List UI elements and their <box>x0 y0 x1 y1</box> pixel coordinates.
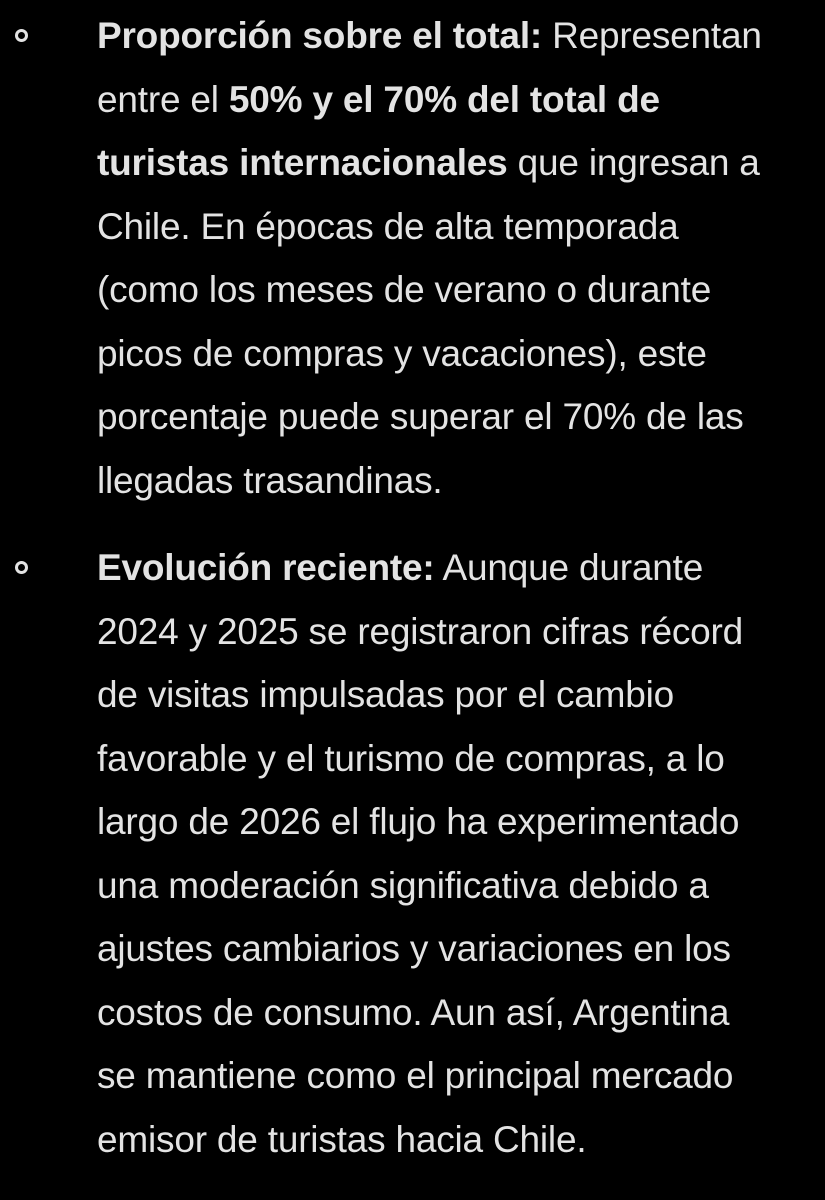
text-run: picos de compras y vacaciones), este <box>97 332 707 374</box>
bullet-item-proporcion <box>0 4 825 512</box>
text-run: Representan <box>542 15 762 56</box>
bullet-item-evolucion <box>0 536 825 1171</box>
text-run: una moderación significativa debido a <box>97 864 709 906</box>
text-run: favorable y el turismo de compras, a lo <box>97 737 725 779</box>
text-line <box>97 449 805 513</box>
text-run: largo de 2026 el flujo ha experimentado <box>97 801 740 842</box>
text-line <box>97 600 805 664</box>
hollow-circle-bullet-icon <box>15 561 28 574</box>
text-run: emisor de turistas hacia Chile. <box>97 1118 587 1160</box>
text-run: 2024 y 2025 se registraron cifras récord <box>97 610 744 652</box>
text-run: se mantiene como el principal mercado <box>97 1055 734 1096</box>
text-line <box>97 790 805 854</box>
text-line <box>97 1108 805 1172</box>
text-line <box>97 1044 805 1108</box>
text-run: entre el <box>97 78 229 120</box>
text-line <box>97 663 805 727</box>
text-run: Aunque durante <box>434 547 704 588</box>
hollow-circle-bullet-icon <box>15 29 28 42</box>
text-run: ajustes cambiarios y variaciones en los <box>97 928 731 969</box>
paragraph-text <box>97 4 805 512</box>
text-line <box>97 68 805 132</box>
text-line <box>97 854 805 918</box>
text-line <box>97 727 805 791</box>
text-line <box>97 981 805 1045</box>
bullet-list <box>0 4 825 1171</box>
text-run: costos de consumo. Aun así, Argentina <box>97 991 730 1033</box>
bold-text-run: turistas internacionales <box>97 142 508 183</box>
text-line <box>97 258 805 322</box>
text-run: porcentaje puede superar el 70% de las <box>97 396 744 437</box>
text-line <box>97 385 805 449</box>
text-run: llegadas trasandinas. <box>97 459 443 501</box>
text-line <box>97 195 805 259</box>
text-line <box>97 917 805 981</box>
text-run: que ingresan a <box>507 142 760 183</box>
text-line <box>97 322 805 386</box>
text-line <box>97 131 805 195</box>
bold-text-run: 50% y el 70% del total de <box>228 78 660 120</box>
paragraph-text <box>97 536 805 1171</box>
text-run: (como los meses de verano o durante <box>97 269 712 310</box>
text-run: Chile. En épocas de alta temporada <box>97 205 679 247</box>
bold-text-run: Evolución reciente: <box>97 547 435 588</box>
text-line <box>97 536 805 600</box>
text-run: de visitas impulsadas por el cambio <box>97 674 675 715</box>
text-line <box>97 4 805 68</box>
bold-text-run: Proporción sobre el total: <box>97 15 543 56</box>
